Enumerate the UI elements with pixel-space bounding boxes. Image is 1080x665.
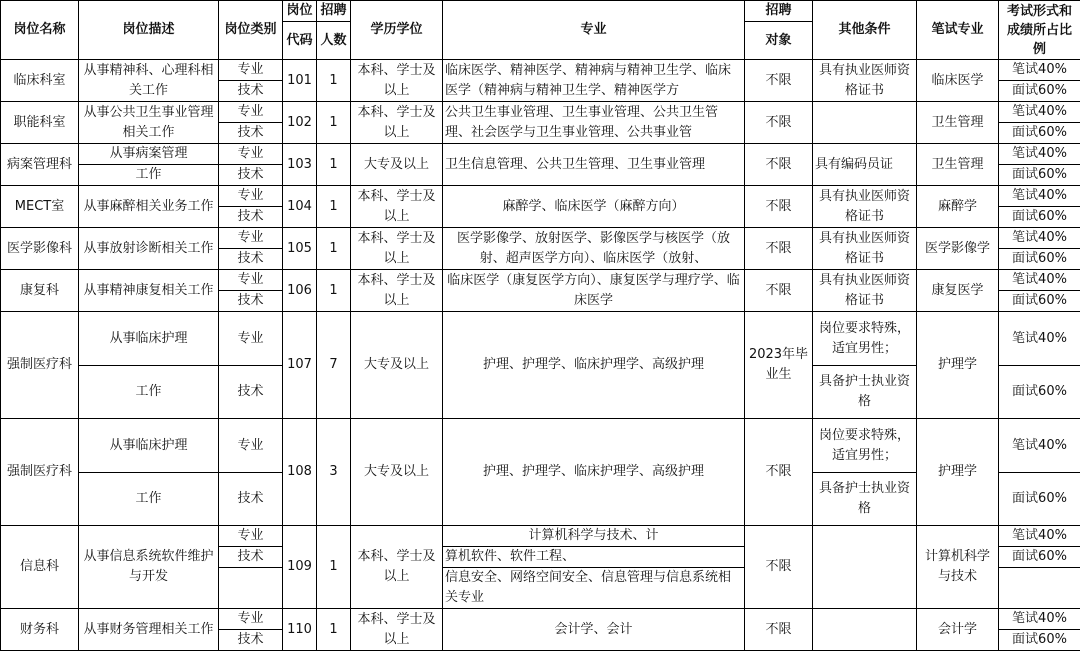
position-code: 102 bbox=[283, 102, 317, 144]
position-desc: 从事临床护理 bbox=[79, 312, 219, 366]
position-code: 104 bbox=[283, 186, 317, 228]
position-category: 专业 bbox=[219, 102, 283, 123]
position-name: 病案管理科 bbox=[1, 144, 79, 186]
position-desc: 从事临床护理 bbox=[79, 419, 219, 473]
position-target: 2023年毕业生 bbox=[745, 312, 813, 419]
header-code-bottom: 代码 bbox=[283, 22, 317, 60]
position-other: 具有执业医师资格证书 bbox=[813, 186, 917, 228]
position-category: 专业 bbox=[219, 609, 283, 630]
header-ratio: 考试形式和成绩所占比例 bbox=[999, 1, 1080, 60]
position-desc: 从事精神科、心理科相关工作 bbox=[79, 60, 219, 102]
position-code: 110 bbox=[283, 609, 317, 651]
table-row bbox=[1, 419, 1080, 473]
position-category: 专业 bbox=[219, 312, 283, 366]
position-target: 不限 bbox=[745, 186, 813, 228]
position-edu: 本科、学士及以上 bbox=[351, 102, 443, 144]
position-major: 护理、护理学、临床护理学、高级护理 bbox=[443, 419, 745, 526]
position-count: 1 bbox=[317, 186, 351, 228]
position-desc: 从事病案管理 bbox=[79, 144, 219, 165]
table-row bbox=[1, 228, 1080, 249]
position-count: 1 bbox=[317, 609, 351, 651]
position-exam-major: 护理学 bbox=[917, 419, 999, 526]
position-exam-major: 康复医学 bbox=[917, 270, 999, 312]
position-exam-major: 卫生管理 bbox=[917, 144, 999, 186]
position-name: 职能科室 bbox=[1, 102, 79, 144]
ratio-interview: 面试60% bbox=[999, 81, 1080, 102]
ratio-written: 笔试40% bbox=[999, 228, 1080, 249]
position-exam-major: 临床医学 bbox=[917, 60, 999, 102]
position-category: 技术 bbox=[219, 547, 283, 568]
position-desc: 从事精神康复相关工作 bbox=[79, 270, 219, 312]
position-target: 不限 bbox=[745, 419, 813, 526]
position-exam-major: 计算机科学与技术 bbox=[917, 526, 999, 609]
position-desc: 从事放射诊断相关工作 bbox=[79, 228, 219, 270]
position-name: MECT室 bbox=[1, 186, 79, 228]
ratio-written: 笔试40% bbox=[999, 609, 1080, 630]
header-desc: 岗位描述 bbox=[79, 1, 219, 60]
position-category: 技术 bbox=[219, 207, 283, 228]
position-count: 1 bbox=[317, 102, 351, 144]
position-code: 106 bbox=[283, 270, 317, 312]
position-name: 强制医疗科 bbox=[1, 312, 79, 419]
position-code: 101 bbox=[283, 60, 317, 102]
position-major: 卫生信息管理、公共卫生管理、卫生事业管理 bbox=[443, 144, 745, 186]
position-count: 7 bbox=[317, 312, 351, 419]
position-name: 信息科 bbox=[1, 526, 79, 609]
position-other: 具有编码员证 bbox=[813, 144, 917, 186]
position-code: 109 bbox=[283, 526, 317, 609]
position-category: 专业 bbox=[219, 186, 283, 207]
position-edu: 本科、学士及以上 bbox=[351, 228, 443, 270]
position-desc: 从事财务管理相关工作 bbox=[79, 609, 219, 651]
header-target-bottom: 对象 bbox=[745, 22, 813, 60]
position-target: 不限 bbox=[745, 526, 813, 609]
ratio-interview: 面试60% bbox=[999, 291, 1080, 312]
position-major: 临床医学、精神医学、精神病与精神卫生学、临床医学（精神病与精神卫生学、精神医学方 bbox=[443, 60, 745, 102]
header-name: 岗位名称 bbox=[1, 1, 79, 60]
position-edu: 本科、学士及以上 bbox=[351, 60, 443, 102]
position-category: 技术 bbox=[219, 366, 283, 419]
position-count: 1 bbox=[317, 144, 351, 186]
position-name: 临床科室 bbox=[1, 60, 79, 102]
ratio-written: 笔试40% bbox=[999, 419, 1080, 473]
header-category: 岗位类别 bbox=[219, 1, 283, 60]
position-edu: 本科、学士及以上 bbox=[351, 609, 443, 651]
table-row bbox=[1, 186, 1080, 207]
position-edu: 本科、学士及以上 bbox=[351, 186, 443, 228]
position-desc: 从事麻醉相关业务工作 bbox=[79, 186, 219, 228]
position-exam-major: 麻醉学 bbox=[917, 186, 999, 228]
ratio-interview: 面试60% bbox=[999, 473, 1080, 526]
ratio-interview: 面试60% bbox=[999, 630, 1080, 651]
position-name: 强制医疗科 bbox=[1, 419, 79, 526]
ratio-interview: 面试60% bbox=[999, 249, 1080, 270]
position-category: 专业 bbox=[219, 270, 283, 291]
position-category-empty bbox=[219, 568, 283, 609]
position-exam-major: 医学影像学 bbox=[917, 228, 999, 270]
position-other: 具备护士执业资格 bbox=[813, 473, 917, 526]
position-edu: 本科、学士及以上 bbox=[351, 270, 443, 312]
ratio-written: 笔试40% bbox=[999, 144, 1080, 165]
position-major: 麻醉学、临床医学（麻醉方向） bbox=[443, 186, 745, 228]
position-category: 专业 bbox=[219, 144, 283, 165]
position-other: 具有执业医师资格证书 bbox=[813, 60, 917, 102]
position-other bbox=[813, 526, 917, 609]
ratio-interview: 面试60% bbox=[999, 165, 1080, 186]
position-desc: 工作 bbox=[79, 473, 219, 526]
header-major: 专业 bbox=[443, 1, 745, 60]
ratio-written: 笔试40% bbox=[999, 102, 1080, 123]
position-major: 公共卫生事业管理、卫生事业管理、公共卫生管理、社会医学与卫生事业管理、公共事业管 bbox=[443, 102, 745, 144]
position-category: 技术 bbox=[219, 473, 283, 526]
position-exam-major: 卫生管理 bbox=[917, 102, 999, 144]
position-target: 不限 bbox=[745, 102, 813, 144]
position-target: 不限 bbox=[745, 228, 813, 270]
header-code-top: 岗位 bbox=[283, 1, 317, 22]
ratio-written: 笔试40% bbox=[999, 186, 1080, 207]
position-major: 计算机科学与技术、计 bbox=[443, 526, 745, 547]
table-row bbox=[1, 312, 1080, 366]
position-target: 不限 bbox=[745, 144, 813, 186]
ratio-interview: 面试60% bbox=[999, 207, 1080, 228]
position-target: 不限 bbox=[745, 270, 813, 312]
position-other bbox=[813, 102, 917, 144]
position-count: 1 bbox=[317, 526, 351, 609]
position-other: 具备护士执业资格 bbox=[813, 366, 917, 419]
position-count: 3 bbox=[317, 419, 351, 526]
ratio-interview: 面试60% bbox=[999, 123, 1080, 144]
position-edu: 本科、学士及以上 bbox=[351, 526, 443, 609]
position-desc: 工作 bbox=[79, 366, 219, 419]
header-exam-major: 笔试专业 bbox=[917, 1, 999, 60]
position-name: 医学影像科 bbox=[1, 228, 79, 270]
header-count-top: 招聘 bbox=[317, 1, 351, 22]
position-category: 专业 bbox=[219, 419, 283, 473]
header-count-bottom: 人数 bbox=[317, 22, 351, 60]
position-target: 不限 bbox=[745, 609, 813, 651]
position-code: 105 bbox=[283, 228, 317, 270]
position-target: 不限 bbox=[745, 60, 813, 102]
position-category: 技术 bbox=[219, 123, 283, 144]
table-row bbox=[1, 526, 1080, 547]
position-edu: 大专及以上 bbox=[351, 312, 443, 419]
ratio-written: 笔试40% bbox=[999, 270, 1080, 291]
position-exam-major: 会计学 bbox=[917, 609, 999, 651]
position-code: 103 bbox=[283, 144, 317, 186]
ratio-written: 笔试40% bbox=[999, 526, 1080, 547]
position-category: 技术 bbox=[219, 630, 283, 651]
position-desc: 工作 bbox=[79, 165, 219, 186]
position-category: 专业 bbox=[219, 60, 283, 81]
position-major: 护理、护理学、临床护理学、高级护理 bbox=[443, 312, 745, 419]
header-edu: 学历学位 bbox=[351, 1, 443, 60]
ratio-empty bbox=[999, 568, 1080, 609]
position-edu: 大专及以上 bbox=[351, 419, 443, 526]
position-category: 专业 bbox=[219, 228, 283, 249]
position-major: 临床医学（康复医学方向）、康复医学与理疗学、临床医学 bbox=[443, 270, 745, 312]
position-edu: 大专及以上 bbox=[351, 144, 443, 186]
position-desc: 从事公共卫生事业管理相关工作 bbox=[79, 102, 219, 144]
position-count: 1 bbox=[317, 270, 351, 312]
position-category: 技术 bbox=[219, 249, 283, 270]
position-category: 专业 bbox=[219, 526, 283, 547]
table-row bbox=[1, 609, 1080, 630]
position-other bbox=[813, 609, 917, 651]
header-row bbox=[1, 1, 1080, 22]
header-target-top: 招聘 bbox=[745, 1, 813, 22]
table-row bbox=[1, 60, 1080, 81]
header-other: 其他条件 bbox=[813, 1, 917, 60]
table-row bbox=[1, 270, 1080, 291]
position-desc: 从事信息系统软件维护与开发 bbox=[79, 526, 219, 609]
position-name: 财务科 bbox=[1, 609, 79, 651]
position-major: 医学影像学、放射医学、影像医学与核医学（放射、超声医学方向）、临床医学（放射、 bbox=[443, 228, 745, 270]
position-count: 1 bbox=[317, 60, 351, 102]
position-major: 信息安全、网络空间安全、信息管理与信息系统相关专业 bbox=[443, 568, 745, 609]
table-row bbox=[1, 144, 1080, 165]
position-other: 具有执业医师资格证书 bbox=[813, 228, 917, 270]
ratio-interview: 面试60% bbox=[999, 547, 1080, 568]
position-other: 具有执业医师资格证书 bbox=[813, 270, 917, 312]
position-other: 岗位要求特殊，适宜男性； bbox=[813, 312, 917, 366]
position-category: 技术 bbox=[219, 81, 283, 102]
ratio-interview: 面试60% bbox=[999, 366, 1080, 419]
position-category: 技术 bbox=[219, 291, 283, 312]
position-code: 107 bbox=[283, 312, 317, 419]
position-exam-major: 护理学 bbox=[917, 312, 999, 419]
position-major: 算机软件、软件工程、 bbox=[443, 547, 745, 568]
position-count: 1 bbox=[317, 228, 351, 270]
position-name: 康复科 bbox=[1, 270, 79, 312]
ratio-written: 笔试40% bbox=[999, 60, 1080, 81]
position-major: 会计学、会计 bbox=[443, 609, 745, 651]
position-code: 108 bbox=[283, 419, 317, 526]
position-category: 技术 bbox=[219, 165, 283, 186]
ratio-written: 笔试40% bbox=[999, 312, 1080, 366]
table-row bbox=[1, 102, 1080, 123]
position-other: 岗位要求特殊，适宜男性； bbox=[813, 419, 917, 473]
